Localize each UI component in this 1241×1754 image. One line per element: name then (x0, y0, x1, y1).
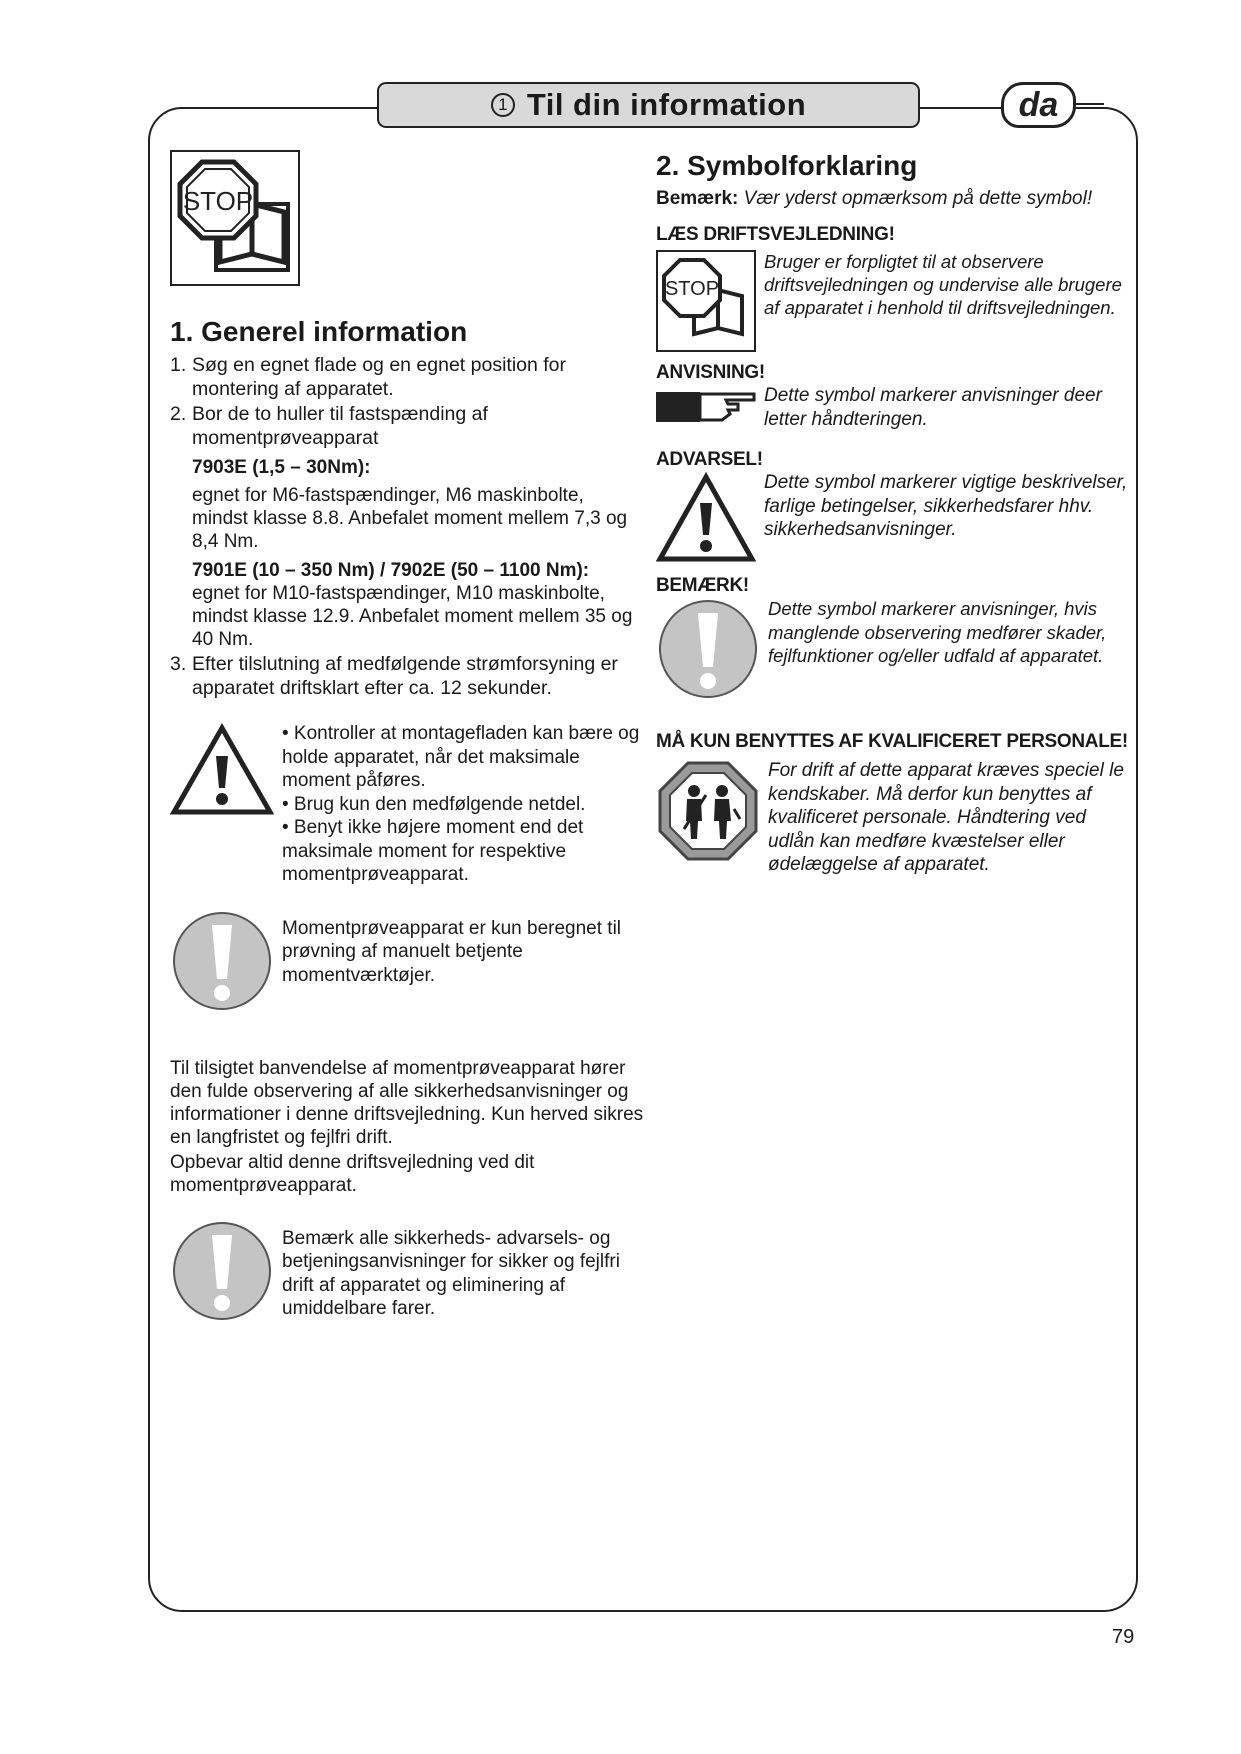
list-item: 1. Søg en egnet flade og en egnet position for montering af apparatet. (170, 354, 567, 400)
model-7901e-7902e-text: egnet for M10-fastspændinger, M10 maskinbolte, mindst klasse 12.9. Anbefalet moment mellem 35 og 40 Nm. (192, 583, 633, 650)
read-manual-row (656, 250, 1128, 352)
list-item: 2. Bor de to huller til fastspænding af momentprøveapparat 7903E (1,5 – 30Nm): egnet for M6-fastspændinger, M6 maskinbolte, mindst klasse 8.8. Anbefalet moment mellem 7,3 og 8,4 Nm. 7901E (10 – 350 Nm) / 7902E (50 – 1100 Nm): egnet for M10-fastspændinger, M10 maskinbolte, mindst klasse 12.9. Anbefalet moment mellem 35 og 40 Nm. (170, 403, 645, 651)
stop-book-icon (172, 152, 298, 284)
svg-text:STOP: STOP (182, 186, 254, 216)
warning-row (656, 471, 1128, 563)
section-1-title: 1. Generel information (170, 316, 468, 347)
exclamation-note-icon (170, 1219, 274, 1323)
model-7903e: 7903E (1,5 – 30Nm): (192, 457, 371, 478)
model-7903e-text: egnet for M6-fastspændinger, M6 maskinbolte, mindst klasse 8.8. Anbefalet moment mellem 7,3 og 8,4 Nm. (192, 484, 628, 552)
symbol-remark: Bemærk: Vær yderst opmærksom på dette symbol! (656, 188, 1093, 209)
chapter-number: 1 (491, 93, 515, 117)
right-column (656, 150, 1128, 877)
badge-connector (1076, 103, 1104, 105)
warning-triangle-icon (656, 471, 756, 563)
read-manual-heading: LÆS DRIFTSVEJLEDNING! (656, 224, 895, 245)
warning-bullets: • Kontroller at montagefladen kan bære og holde apparatet, når det maksimale moment påføres. • Brug kun den medfølgende netdel. • Benyt ikke højere moment end det maksimale moment for respektive momentprøveapparat. (282, 723, 640, 885)
chapter-title: Til din information (526, 87, 807, 122)
section-2-title: 2. Symbolforklaring (656, 150, 918, 181)
intended-use-paragraph: Til tilsigtet banvendelse af momentprøveapparat hører den fulde observering af alle sikkerhedsanvisninger og informationer i denne driftsvejledning. Kun herved sikres en langfristet og fejlfri drift. (170, 1057, 644, 1148)
pointing-hand-icon (656, 384, 756, 428)
page-number: 79 (1112, 1626, 1135, 1648)
model-7901e-7902e: 7901E (10 – 350 Nm) / 7902E (50 – 1100 Nm): (192, 559, 590, 581)
warning-note (170, 722, 645, 887)
warning-text: Dette symbol markerer vigtige beskrivelser, farlige betingelser, sikkerhedsfarer hhv. sikkerhedsanvisninger. (764, 472, 1128, 540)
note-heading: BEMÆRK! (656, 575, 749, 596)
exclamation-note-icon (656, 597, 760, 701)
chapter-header (377, 82, 920, 128)
read-manual-text: Bruger er forpligtet til at observere driftsvejledningen og undervise alle brugere af apparatet i henhold til driftsvejledningen. (764, 251, 1122, 318)
hint-text: Dette symbol markerer anvisninger deer letter håndteringen. (764, 385, 1102, 430)
warning-triangle-icon (170, 722, 274, 818)
warning-heading: ADVARSEL! (656, 449, 763, 470)
qualified-personnel-icon (656, 759, 760, 863)
exclamation-note-icon (170, 909, 274, 1013)
note-text: Dette symbol markerer anvisninger, hvis manglende observering medfører skader, fejlfunktioner og/eller udfald af apparatet. (768, 598, 1107, 666)
language-badge (1001, 82, 1076, 128)
read-manual-icon-large (170, 150, 300, 286)
hint-row (656, 384, 1128, 431)
svg-text:STOP: STOP (664, 278, 720, 300)
list-item: 3. Efter tilslutning af medfølgende strømforsyning er apparatet driftsklart efter ca. 12 sekunder. (170, 653, 618, 699)
note-row (656, 597, 1128, 701)
general-info-list (170, 354, 645, 700)
note-safety: Bemærk alle sikkerheds- advarsels- og betjeningsanvisninger for sikker og fejlfri drift af apparatet og eliminering af umiddelbare farer. (170, 1219, 645, 1323)
qualified-heading: MÅ KUN BENYTTES AF KVALIFICERET PERSONALE! (656, 731, 1128, 752)
note-manual-tools: Momentprøveapparat er kun beregnet til prøvning af manuelt betjente momentværktøjer. (170, 909, 645, 1013)
keep-manual-paragraph: Opbevar altid denne driftsvejledning ved dit momentprøveapparat. (170, 1151, 535, 1196)
stop-book-icon (656, 250, 756, 352)
language-code: da (1018, 85, 1059, 124)
left-column (170, 150, 645, 1323)
qualified-row (656, 759, 1128, 877)
hint-heading: ANVISNING! (656, 362, 765, 383)
qualified-text: For drift af dette apparat kræves speciel le kendskaber. Må derfor kun benyttes af kvalificeret personale. Håndtering ved udlån kan medføre kvæstelser eller ødelæggelse af apparatet. (768, 760, 1124, 875)
